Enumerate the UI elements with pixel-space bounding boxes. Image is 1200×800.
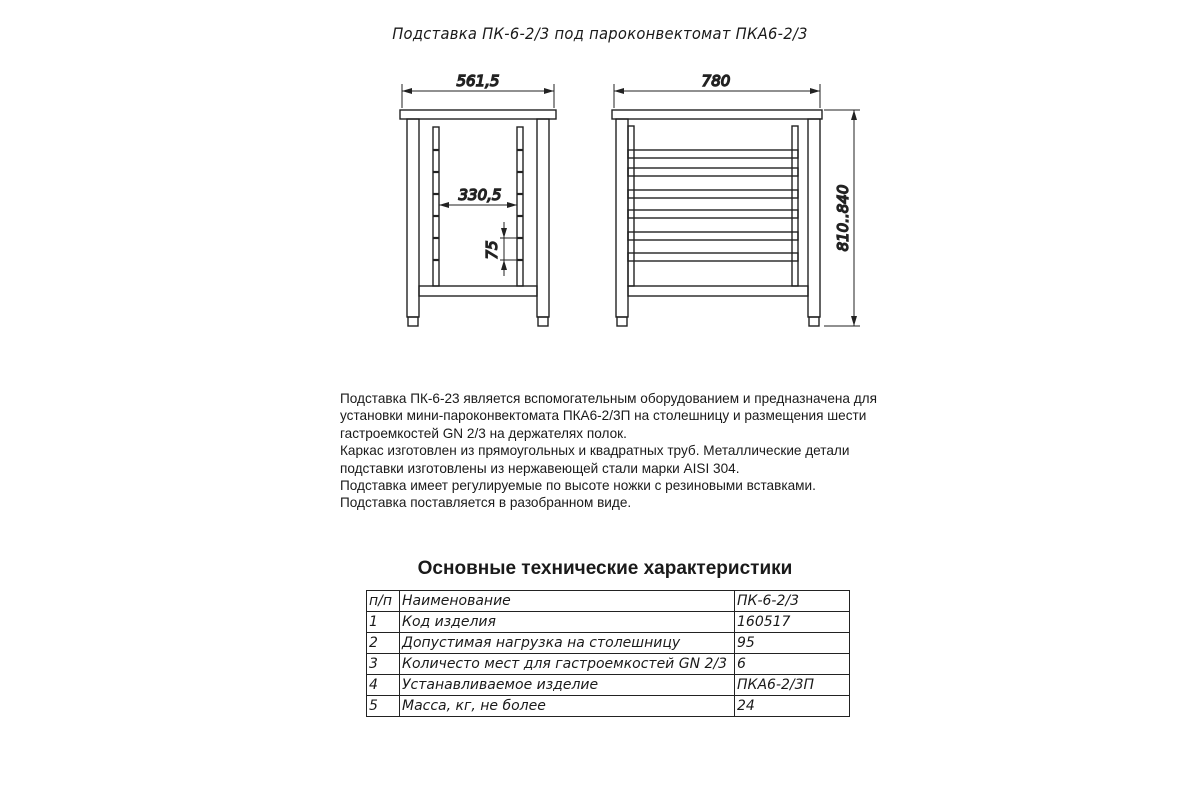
description-paragraph: Подставка поставляется в разобранном виде.	[340, 495, 632, 511]
row-name: Код изделия	[400, 612, 735, 633]
row-value: ПКА6-2/3П	[735, 675, 850, 696]
row-name: Масса, кг, не более	[400, 696, 735, 717]
header-value: ПК-6-2/3	[735, 591, 850, 612]
header-num: п/п	[367, 591, 400, 612]
row-name: Устанавливаемое изделие	[400, 675, 735, 696]
row-num: 4	[367, 675, 400, 696]
drawing-title: Подставка ПК-6-2/3 под пароконвектомат ПКА6-2/3	[392, 24, 808, 43]
header-name: Наименование	[400, 591, 735, 612]
table-row	[367, 633, 850, 654]
row-num: 5	[367, 696, 400, 717]
description-paragraph: Подставка ПК-6-23 является вспомогательным оборудованием и предназначена для установки мини-пароконвектомата ПКА6-2/3П на столешницу и размещения шести гастроемкостей GN 2/3 на держателях полок.	[340, 391, 877, 441]
row-value: 6	[735, 654, 850, 675]
specs-table	[366, 590, 850, 717]
dim-height: 810..840	[834, 184, 852, 252]
front-view	[612, 84, 860, 326]
description-paragraph: Каркас изготовлен из прямоугольных и квадратных труб. Металлические детали подставки изготовлены из нержавеющей стали марки AISI 304.	[340, 443, 850, 476]
table-header-row	[367, 591, 850, 612]
dim-shelf-pitch: 75	[483, 240, 501, 260]
row-name: Допустимая нагрузка на столешницу	[400, 633, 735, 654]
product-description	[340, 390, 880, 512]
row-num: 1	[367, 612, 400, 633]
table-row	[367, 612, 850, 633]
technical-drawing	[0, 0, 1200, 380]
dim-inner-width: 330,5	[458, 186, 502, 204]
table-row	[367, 696, 850, 717]
dim-side-width: 561,5	[456, 72, 500, 90]
description-paragraph: Подставка имеет регулируемые по высоте ножки с резиновыми вставками.	[340, 478, 816, 494]
row-value: 95	[735, 633, 850, 654]
row-value: 160517	[735, 612, 850, 633]
row-num: 3	[367, 654, 400, 675]
row-value: 24	[735, 696, 850, 717]
row-name: Количесто мест для гастроемкостей GN 2/3	[400, 654, 735, 675]
specs-title: Основные технические характеристики	[417, 558, 793, 579]
row-num: 2	[367, 633, 400, 654]
dim-front-width: 780	[701, 72, 731, 90]
table-row	[367, 675, 850, 696]
side-view	[400, 84, 556, 326]
table-row	[367, 654, 850, 675]
